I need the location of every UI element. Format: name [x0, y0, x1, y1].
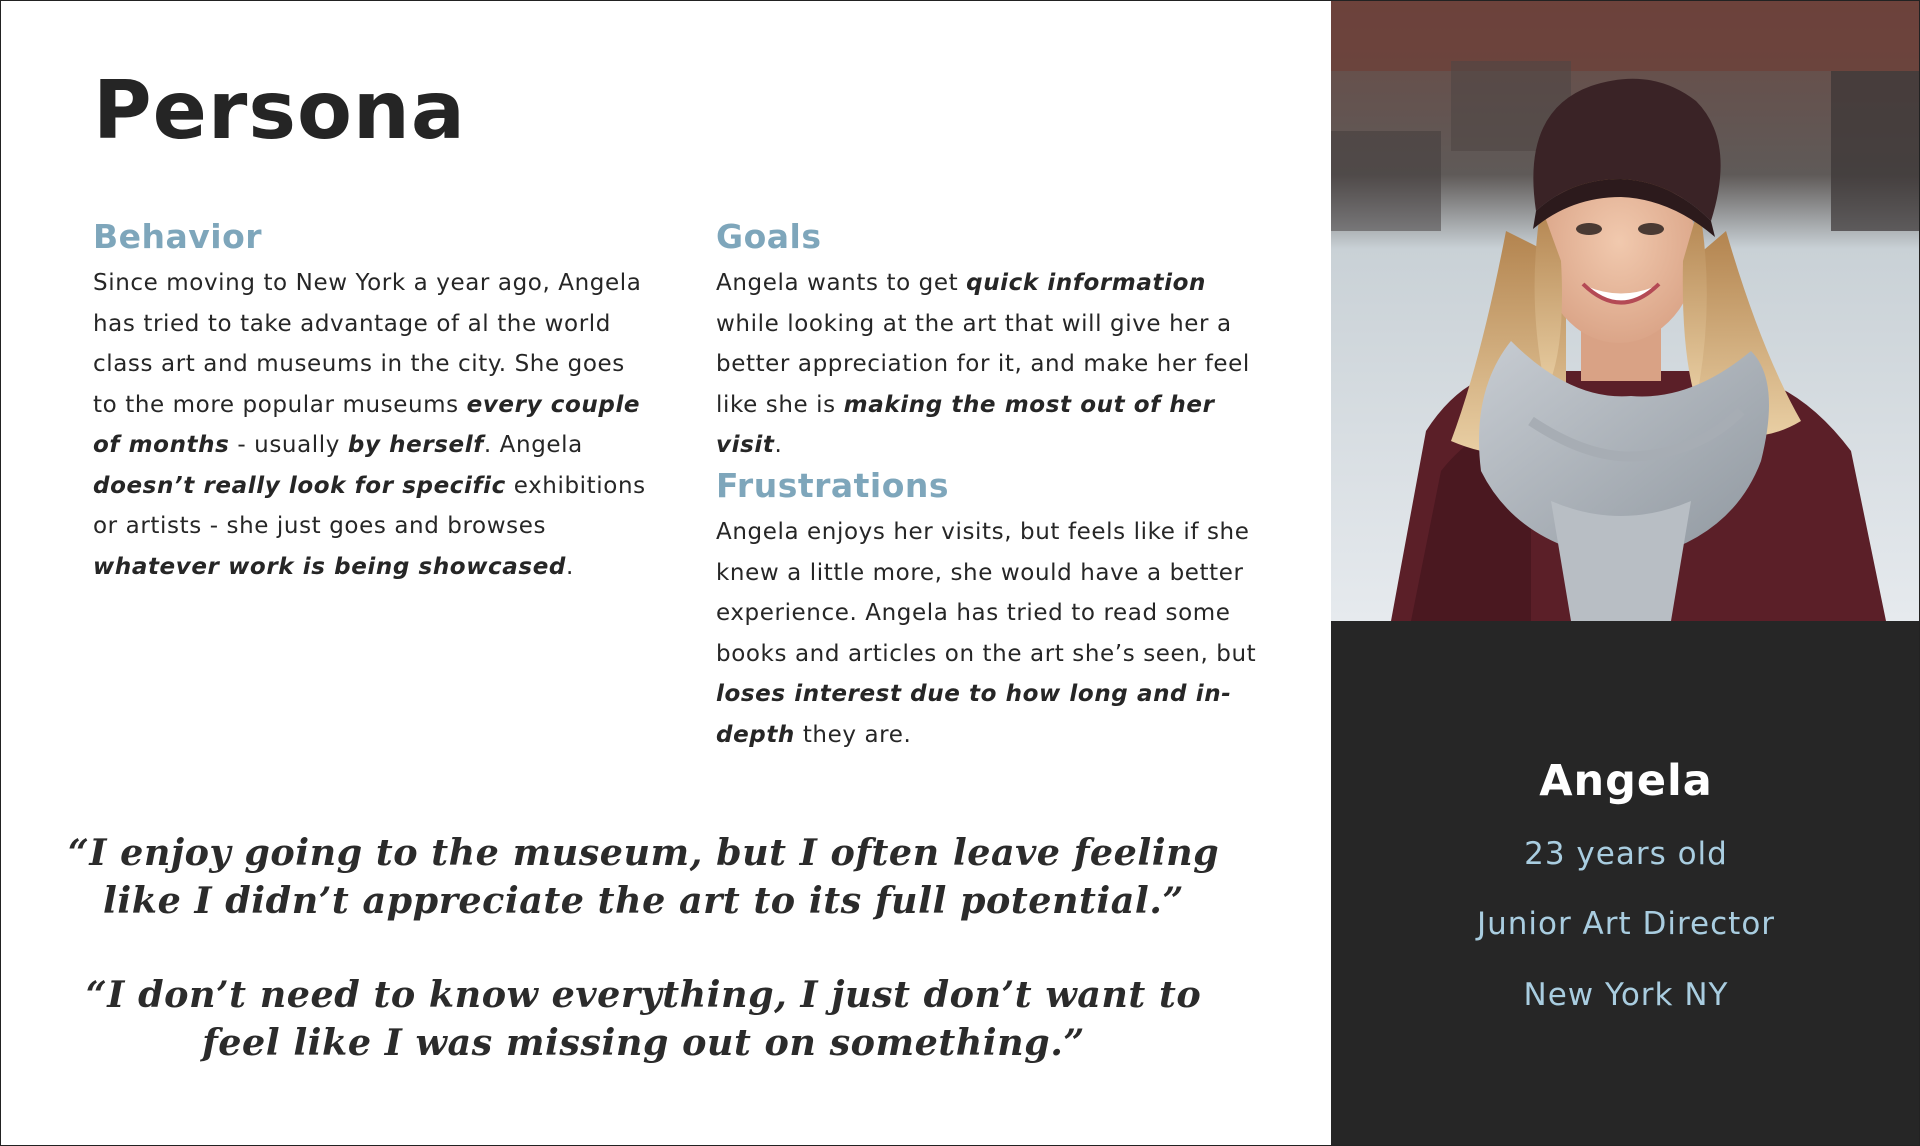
- body-text: Angela enjoys her visits, but feels like if she knew a little more, she would have a better experience. Angela has tried to read some books and articles on the art she’s seen, but: [716, 519, 1257, 667]
- goals-section: [716, 215, 1276, 466]
- persona-location: New York NY: [1523, 977, 1729, 1013]
- body-text: Since moving to New York a year ago, Angela has tried to take advantage of al the world class art and museums in the city. She goes to the more popular museums: [93, 270, 642, 418]
- quotes-block: [61, 829, 1226, 1113]
- body-text: - usually: [229, 432, 348, 458]
- behavior-text: [93, 263, 653, 587]
- body-text: . Angela: [483, 432, 583, 458]
- emphasis-text: whatever work is being showcased: [93, 553, 566, 580]
- quote-1: “I enjoy going to the museum, but I often leave feeling like I didn’t appreciate the art to its full potential.”: [67, 831, 1220, 922]
- goals-heading: Goals: [716, 217, 822, 256]
- emphasis-text: quick information: [966, 270, 1206, 296]
- body-text: Angela wants to get: [716, 270, 967, 296]
- body-text: .: [774, 432, 783, 458]
- body-text: .: [565, 553, 574, 580]
- page-title: Persona: [93, 64, 466, 157]
- emphasis-text: making the most out of her visit: [716, 391, 1215, 458]
- persona-name: Angela: [1539, 756, 1713, 806]
- emphasis-text: by herself: [347, 432, 484, 458]
- frustrations-section: [716, 464, 1276, 755]
- frustrations-heading: Frustrations: [716, 466, 950, 505]
- emphasis-text: every couple of months: [93, 391, 641, 458]
- quote-2: “I don’t need to know everything, I just don’t want to feel like I was missing out on something.”: [85, 973, 1202, 1064]
- body-text: they are.: [794, 721, 912, 748]
- frustrations-text: [716, 512, 1276, 755]
- emphasis-text: loses interest due to how long and in-depth: [716, 681, 1232, 748]
- persona-age: 23 years old: [1524, 836, 1728, 872]
- emphasis-text: doesn’t really look for specific: [93, 472, 506, 499]
- profile-panel: [1331, 621, 1920, 1146]
- goals-text: [716, 263, 1276, 466]
- persona-job-title: Junior Art Director: [1476, 906, 1776, 942]
- behavior-section: [93, 215, 653, 587]
- persona-photo: [1331, 1, 1920, 621]
- behavior-heading: Behavior: [93, 217, 263, 256]
- body-text: exhibitions or artists - she just goes and browses: [93, 472, 646, 539]
- body-text: while looking at the art that will give her a better appreciation for it, and make her feel like she is: [716, 310, 1250, 418]
